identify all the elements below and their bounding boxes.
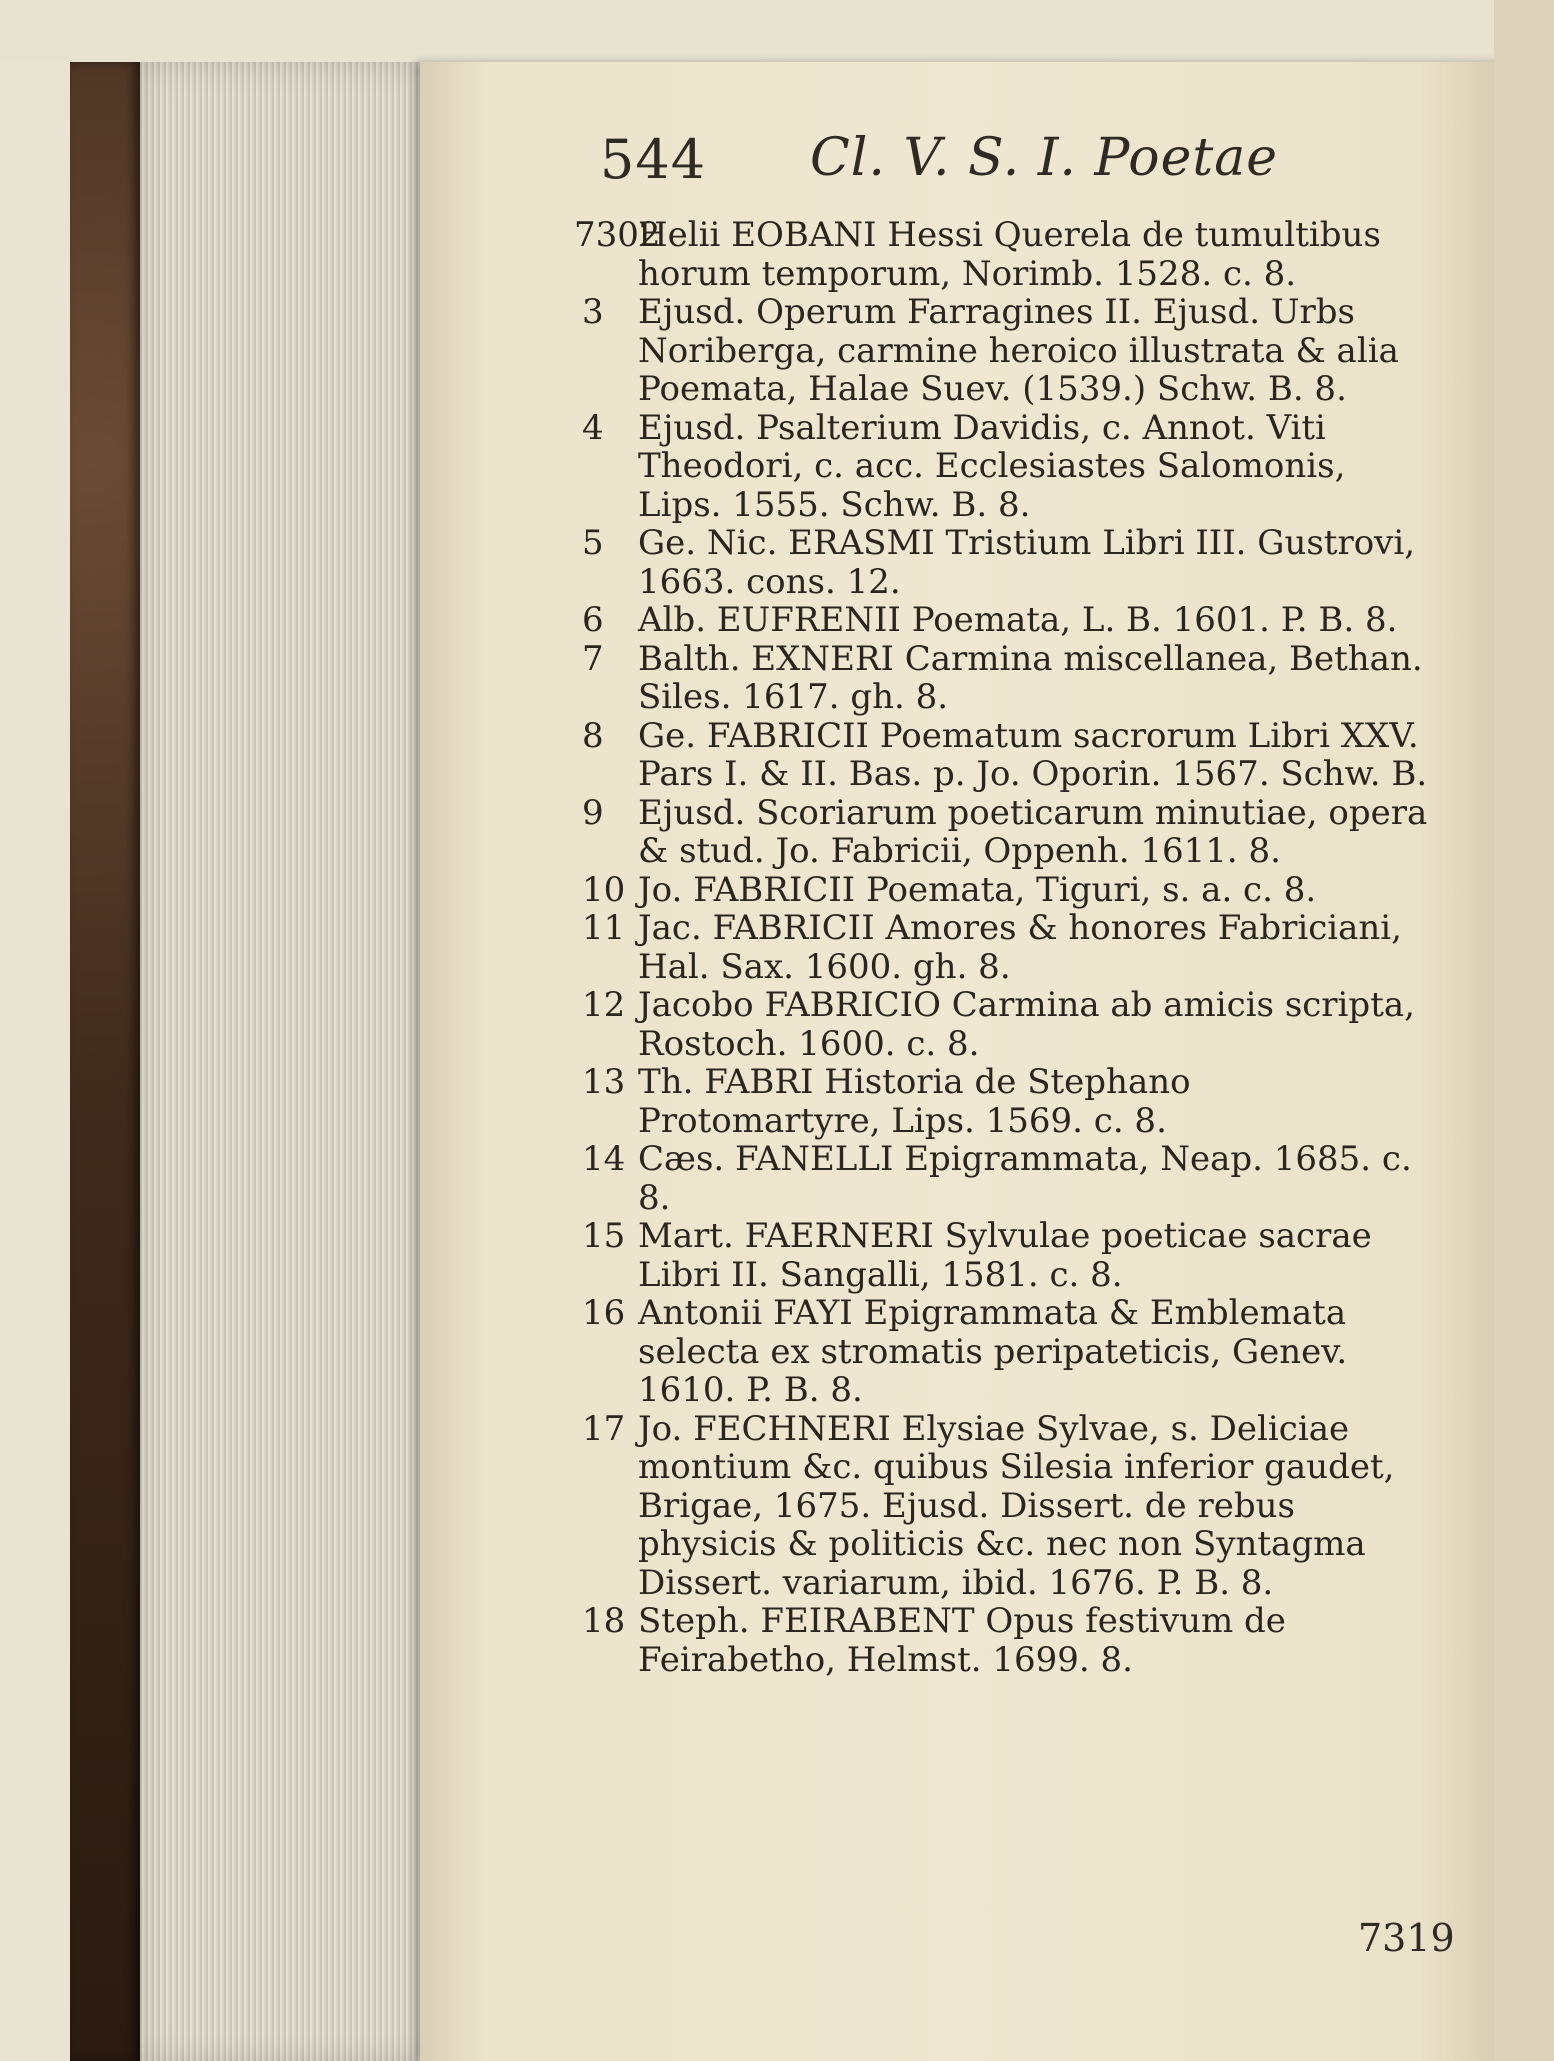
entry-number: 17 xyxy=(582,1408,626,1449)
entry-number: 12 xyxy=(582,985,626,1025)
list-item xyxy=(582,1062,1430,1141)
entry-text: Ge. Nic. ERASMI Tristium Libri III. Gustrovi, 1663. cons. 12. xyxy=(638,523,1416,602)
running-head xyxy=(600,128,1460,208)
list-item xyxy=(582,1601,1430,1680)
entry-text: Ge. FABRICII Poematum sacrorum Libri XXV. Pars I. & II. Bas. p. Jo. Oporin. 1567. Schw. B. xyxy=(638,715,1428,794)
entry-text: Jo. FECHNERI Elysiae Sylvae, s. Deliciae montium &c. quibus Silesia inferior gaudet, Brigae, 1675. Ejusd. Dissert. de rebus physicis & politicis &c. nec non Syntagma Dissert. variarum, ibid. 1676. P. B. 8. xyxy=(638,1408,1395,1603)
background-right xyxy=(1494,0,1554,2061)
page-number: 544 xyxy=(600,128,707,191)
list-item xyxy=(582,985,1430,1064)
entry-text: Ejusd. Scoriarum poeticarum minutiae, opera & stud. Jo. Fabricii, Oppenh. 1611. 8. xyxy=(638,792,1428,871)
running-title: Cl. V. S. I. Poetae xyxy=(810,128,1279,188)
catchword: 7319 xyxy=(1358,1916,1455,1960)
list-item xyxy=(582,792,1430,871)
list-item xyxy=(582,908,1430,987)
entry-number: 6 xyxy=(582,600,604,640)
entry-text: Jacobo FABRICIO Carmina ab amicis scripta, Rostoch. 1600. c. 8. xyxy=(638,985,1415,1064)
entry-text: Jo. FABRICII Poemata, Tiguri, s. a. c. 8. xyxy=(638,869,1317,910)
entry-text: Ejusd. Psalterium Davidis, c. Annot. Viti Theodori, c. acc. Ecclesiastes Salomonis, Lips. 1555. Schw. B. 8. xyxy=(638,407,1346,525)
entry-number: 3 xyxy=(582,292,604,332)
list-item xyxy=(574,215,1430,294)
entry-number: 18 xyxy=(582,1601,626,1641)
entry-text: Jac. FABRICII Amores & honores Fabriciani, Hal. Sax. 1600. gh. 8. xyxy=(638,908,1402,987)
entry-text: Mart. FAERNERI Sylvulae poeticae sacrae Libri II. Sangalli, 1581. c. 8. xyxy=(638,1216,1372,1295)
list-item xyxy=(582,292,1430,409)
list-item xyxy=(582,523,1430,602)
entry-number: 10 xyxy=(582,869,626,910)
list-item xyxy=(582,407,1430,525)
list-item xyxy=(582,600,1430,640)
entry-number: 13 xyxy=(582,1062,626,1102)
background xyxy=(0,0,1554,62)
entry-number: 9 xyxy=(582,792,604,833)
entry-number: 16 xyxy=(582,1293,626,1333)
entry-text: Helii EOBANI Hessi Querela de tumultibus horum temporum, Norimb. 1528. c. 8. xyxy=(638,215,1381,294)
leather-cover xyxy=(70,62,140,2061)
list-item xyxy=(582,1139,1430,1218)
catalogue-entries xyxy=(574,215,1430,1680)
entry-number: 4 xyxy=(582,407,604,448)
list-item xyxy=(582,1293,1430,1410)
entry-text: Th. FABRI Historia de Stephano Protomartyre, Lips. 1569. c. 8. xyxy=(638,1062,1191,1141)
entry-text: Ejusd. Operum Farragines II. Ejusd. Urbs Noriberga, carmine heroico illustrata & alia Poemata, Halae Suev. (1539.) Schw. B. 8. xyxy=(638,292,1399,409)
entry-number: 7 xyxy=(582,638,604,679)
entry-number: 15 xyxy=(582,1216,626,1256)
entry-text: Balth. EXNERI Carmina miscellanea, Bethan. Siles. 1617. gh. 8. xyxy=(638,638,1423,717)
entry-number: 5 xyxy=(582,523,604,563)
list-item xyxy=(582,1408,1430,1603)
entry-text: Cæs. FANELLI Epigrammata, Neap. 1685. c. 8. xyxy=(638,1139,1412,1218)
entry-number: 14 xyxy=(582,1139,626,1179)
list-item xyxy=(582,869,1430,910)
entry-number: 11 xyxy=(582,908,626,948)
list-item xyxy=(582,1216,1430,1295)
list-item xyxy=(582,715,1430,794)
page-block-edge xyxy=(140,62,425,2061)
entry-text: Steph. FEIRABENT Opus festivum de Feirabetho, Helmst. 1699. 8. xyxy=(638,1601,1286,1680)
entry-text: Alb. EUFRENII Poemata, L. B. 1601. P. B. 8. xyxy=(638,600,1398,640)
entry-number: 7302 xyxy=(574,215,661,255)
list-item xyxy=(582,638,1430,717)
entry-number: 8 xyxy=(582,715,604,756)
entry-text: Antonii FAYI Epigrammata & Emblemata selecta ex stromatis peripateticis, Genev. 1610. P. B. 8. xyxy=(638,1293,1348,1410)
